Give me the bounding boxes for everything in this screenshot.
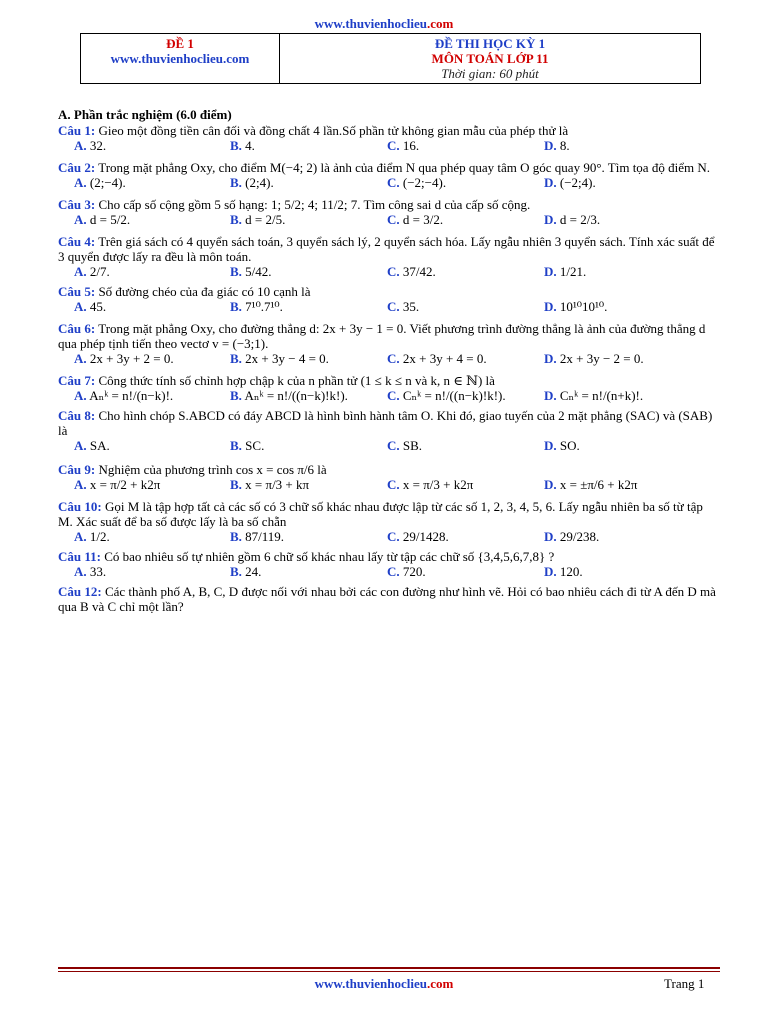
footer-rule-thick [58, 967, 720, 969]
options-row [58, 175, 720, 191]
option-b[interactable] [230, 264, 272, 279]
options-row [58, 388, 720, 404]
option-a[interactable] [74, 175, 126, 190]
question-label: Câu 12: [58, 584, 102, 599]
option-a[interactable] [74, 477, 160, 492]
option-d[interactable] [544, 138, 570, 153]
question-stem [58, 408, 720, 438]
question-label: Câu 6: [58, 321, 96, 336]
options-row [58, 477, 720, 493]
option-value: Cₙᵏ = n!/(n+k)!. [559, 388, 644, 403]
option-key: B. [230, 138, 242, 153]
option-value: 7¹⁰.7¹⁰. [245, 299, 283, 314]
option-c[interactable] [387, 299, 419, 314]
option-a[interactable] [74, 138, 106, 153]
option-value: d = 2/3. [559, 212, 601, 227]
option-key: C. [387, 138, 400, 153]
question-stem [58, 123, 720, 138]
options-row [58, 351, 720, 367]
option-value: x = π/2 + k2π [89, 477, 161, 492]
question-text: Các thành phố A, B, C, D được nối với nhau bởi các con đường như hình vẽ. Hỏi có bao nhiêu cách đi từ A đến D mà qua B và C chỉ một lần? [58, 584, 716, 614]
question-5 [58, 284, 720, 315]
question-10 [58, 499, 720, 545]
question-stem [58, 462, 720, 477]
option-key: D. [544, 351, 557, 366]
option-c[interactable] [387, 438, 422, 453]
option-a[interactable] [74, 438, 110, 453]
option-value: d = 5/2. [89, 212, 131, 227]
options-row [58, 212, 720, 228]
option-key: C. [387, 477, 400, 492]
question-3 [58, 197, 720, 228]
option-c[interactable] [387, 138, 419, 153]
option-value: (−2;−4). [402, 175, 447, 190]
option-key: D. [544, 388, 557, 403]
option-value: 2/7. [89, 264, 110, 279]
option-a[interactable] [74, 351, 174, 366]
question-label: Câu 8: [58, 408, 96, 423]
option-key: C. [387, 299, 400, 314]
option-key: D. [544, 477, 557, 492]
footer-site-link[interactable] [0, 976, 768, 992]
question-text: Gieo một đồng tiền cân đối và đồng chất 4 lần.Số phần tử không gian mẫu của phép thử là [95, 123, 569, 138]
option-d[interactable] [544, 477, 637, 492]
question-label: Câu 10: [58, 499, 102, 514]
option-c[interactable] [387, 212, 443, 227]
option-value: 2x + 3y − 4 = 0. [245, 351, 329, 366]
option-d[interactable] [544, 212, 600, 227]
option-key: C. [387, 264, 400, 279]
option-key: D. [544, 212, 557, 227]
option-a[interactable] [74, 299, 106, 314]
option-d[interactable] [544, 529, 599, 544]
option-value: d = 3/2. [402, 212, 444, 227]
question-text: Trong mặt phẳng Oxy, cho đường thẳng d: 2x + 3y − 1 = 0. Viết phương trình đường thẳng là ảnh của đường thẳng d qua phép tịnh tiến theo vectơ v = (−3;1). [58, 321, 706, 351]
option-key: A. [74, 299, 87, 314]
option-c[interactable] [387, 264, 436, 279]
exam-code: ĐỀ 1 [166, 36, 194, 51]
option-a[interactable] [74, 388, 173, 403]
question-text: Có bao nhiêu số tự nhiên gồm 6 chữ số khác nhau lấy từ tập các chữ số {3,4,5,6,7,8} ? [100, 549, 555, 564]
section-title: A. Phần trắc nghiệm (6.0 điểm) [58, 107, 232, 122]
option-a[interactable] [74, 564, 106, 579]
option-b[interactable] [230, 351, 329, 366]
option-key: C. [387, 388, 400, 403]
option-value: 10¹⁰10¹⁰. [559, 299, 608, 314]
question-stem [58, 197, 720, 212]
option-key: A. [74, 529, 87, 544]
question-4 [58, 234, 720, 280]
exam-site: www.thuvienhoclieu.com [110, 51, 250, 66]
option-d[interactable] [544, 175, 596, 190]
option-b[interactable] [230, 388, 348, 403]
option-b[interactable] [230, 299, 283, 314]
option-key: D. [544, 529, 557, 544]
option-value: 120. [559, 564, 583, 579]
option-key: A. [74, 564, 87, 579]
question-1 [58, 123, 720, 154]
question-stem [58, 373, 720, 388]
question-label: Câu 2: [58, 160, 96, 175]
option-b[interactable] [230, 564, 261, 579]
option-a[interactable] [74, 264, 110, 279]
option-value: 29/238. [559, 529, 600, 544]
option-c[interactable] [387, 564, 426, 579]
option-c[interactable] [387, 388, 506, 403]
question-text: Trên giá sách có 4 quyển sách toán, 3 quyển sách lý, 2 quyển sách hóa. Lấy ngẫu nhiên 3 quyển sách. Tính xác suất để 3 quyển được lấy ra đều là môn toán. [58, 234, 715, 264]
options-row [58, 438, 720, 454]
option-key: D. [544, 175, 557, 190]
question-text: Cho cấp số cộng gồm 5 số hạng: 1; 5/2; 4; 11/2; 7. Tìm công sai d của cấp số cộng. [95, 197, 531, 212]
option-value: 33. [89, 564, 107, 579]
exam-title: ĐỀ THI HỌC KỲ 1 [434, 36, 546, 51]
exam-subject: MÔN TOÁN LỚP 11 [431, 51, 549, 66]
question-text: Gọi M là tập hợp tất cả các số có 3 chữ số khác nhau được lập từ các số 1, 2, 3, 4, 5, 6. Lấy ngẫu nhiên ba số từ tập M. Xác suất để ba số được lấy là ba số chẵn [58, 499, 703, 529]
question-text: Cho hình chóp S.ABCD có đáy ABCD là hình bình hành tâm O. Khi đó, giao tuyến của 2 mặt phẳng (SAC) và (SAB) là [58, 408, 713, 438]
question-2 [58, 160, 720, 191]
option-key: A. [74, 351, 87, 366]
option-key: B. [230, 175, 242, 190]
exam-title-cell [280, 34, 701, 84]
top-site-tld: .com [426, 16, 454, 31]
options-row [58, 264, 720, 280]
question-label: Câu 11: [58, 549, 101, 564]
options-row [58, 564, 720, 580]
option-b[interactable] [230, 438, 264, 453]
option-key: C. [387, 175, 400, 190]
option-key: B. [230, 529, 242, 544]
question-text: Số đường chéo của đa giác có 10 cạnh là [95, 284, 311, 299]
option-key: B. [230, 438, 242, 453]
option-value: 35. [402, 299, 420, 314]
options-row [58, 299, 720, 315]
option-key: D. [544, 438, 557, 453]
option-value: 8. [559, 138, 570, 153]
option-key: D. [544, 138, 557, 153]
option-key: C. [387, 212, 400, 227]
question-label: Câu 3: [58, 197, 96, 212]
option-c[interactable] [387, 351, 487, 366]
option-d[interactable] [544, 438, 580, 453]
page-number: Trang 1 [664, 976, 705, 991]
option-value: x = π/3 + k2π [402, 477, 474, 492]
option-key: A. [74, 175, 87, 190]
question-list [58, 123, 720, 614]
question-9 [58, 462, 720, 493]
option-a[interactable] [74, 529, 110, 544]
question-stem [58, 321, 720, 351]
option-value: 720. [402, 564, 426, 579]
option-key: C. [387, 351, 400, 366]
option-key: B. [230, 477, 242, 492]
option-c[interactable] [387, 477, 473, 492]
question-7 [58, 373, 720, 404]
option-key: A. [74, 388, 87, 403]
question-stem [58, 160, 720, 175]
option-value: 1/21. [559, 264, 587, 279]
option-value: Aₙᵏ = n!/(n−k)!. [89, 388, 174, 403]
options-row [58, 138, 720, 154]
question-text: Trong mặt phẳng Oxy, cho điểm M(−4; 2) là ảnh của điểm N qua phép quay tâm O góc quay 90°. Tìm tọa độ điểm N. [95, 160, 710, 175]
option-key: B. [230, 388, 242, 403]
option-value: x = π/3 + kπ [245, 477, 310, 492]
question-stem [58, 549, 720, 564]
option-value: 1/2. [89, 529, 110, 544]
option-value: SC. [245, 438, 265, 453]
option-value: 45. [89, 299, 107, 314]
option-key: B. [230, 299, 242, 314]
option-key: A. [74, 138, 87, 153]
question-text: Nghiệm của phương trình cos x = cos π/6 là [95, 462, 327, 477]
exam-code-cell [81, 34, 280, 84]
option-value: SA. [89, 438, 110, 453]
question-label: Câu 4: [58, 234, 96, 249]
question-12 [58, 584, 720, 614]
option-d[interactable] [544, 299, 607, 314]
option-value: 24. [245, 564, 262, 579]
question-6 [58, 321, 720, 367]
option-value: 2x + 3y + 2 = 0. [89, 351, 174, 366]
options-row [58, 529, 720, 545]
option-value: (2;−4). [89, 175, 126, 190]
option-value: x = ±π/6 + k2π [559, 477, 638, 492]
option-key: D. [544, 264, 557, 279]
option-value: 16. [402, 138, 420, 153]
option-key: A. [74, 477, 87, 492]
option-b[interactable] [230, 138, 255, 153]
option-key: B. [230, 264, 242, 279]
question-text: Công thức tính số chỉnh hợp chập k của n phần tử (1 ≤ k ≤ n và k, n ∈ ℕ) là [95, 373, 495, 388]
option-key: B. [230, 564, 242, 579]
option-value: 29/1428. [402, 529, 449, 544]
option-key: D. [544, 564, 557, 579]
question-11 [58, 549, 720, 580]
option-value: 2x + 3y − 2 = 0. [559, 351, 644, 366]
option-value: 5/42. [245, 264, 272, 279]
option-value: SB. [402, 438, 423, 453]
question-8 [58, 408, 720, 454]
question-label: Câu 9: [58, 462, 96, 477]
question-stem [58, 584, 720, 614]
option-key: A. [74, 212, 87, 227]
option-c[interactable] [387, 175, 446, 190]
option-d[interactable] [544, 564, 583, 579]
top-site-main: www.thuvienhoclieu [314, 16, 427, 31]
question-label: Câu 1: [58, 123, 96, 138]
option-key: A. [74, 438, 87, 453]
option-b[interactable] [230, 175, 274, 190]
option-key: C. [387, 529, 400, 544]
question-stem [58, 284, 720, 299]
exam-content [58, 107, 720, 614]
option-value: SO. [559, 438, 580, 453]
question-stem [58, 499, 720, 529]
option-key: C. [387, 438, 400, 453]
option-d[interactable] [544, 264, 586, 279]
option-value: 4. [245, 138, 255, 153]
option-d[interactable] [544, 351, 644, 366]
question-stem [58, 234, 720, 264]
option-key: B. [230, 351, 242, 366]
option-value: Cₙᵏ = n!/((n−k)!k!). [402, 388, 506, 403]
exam-time: Thời gian: 60 phút [441, 66, 539, 81]
option-key: C. [387, 564, 400, 579]
option-key: B. [230, 212, 242, 227]
option-value: 32. [89, 138, 107, 153]
option-a[interactable] [74, 212, 130, 227]
option-b[interactable] [230, 529, 284, 544]
option-value: Aₙᵏ = n!/((n−k)!k!). [244, 388, 348, 403]
option-value: (−2;4). [559, 175, 596, 190]
footer-site-main: www.thuvienhoclieu [314, 976, 427, 991]
option-value: d = 2/5. [245, 212, 286, 227]
option-key: A. [74, 264, 87, 279]
footer-site-tld: .com [426, 976, 454, 991]
option-b[interactable] [230, 212, 285, 227]
option-value: 87/119. [245, 529, 285, 544]
option-key: D. [544, 299, 557, 314]
option-value: 2x + 3y + 4 = 0. [402, 351, 487, 366]
question-label: Câu 7: [58, 373, 96, 388]
option-c[interactable] [387, 529, 449, 544]
footer-rule-thin [58, 971, 720, 972]
option-d[interactable] [544, 388, 643, 403]
option-b[interactable] [230, 477, 309, 492]
exam-header-table [80, 33, 701, 84]
option-value: (2;4). [245, 175, 274, 190]
option-value: 37/42. [402, 264, 436, 279]
question-label: Câu 5: [58, 284, 96, 299]
top-site-link[interactable] [0, 16, 768, 32]
